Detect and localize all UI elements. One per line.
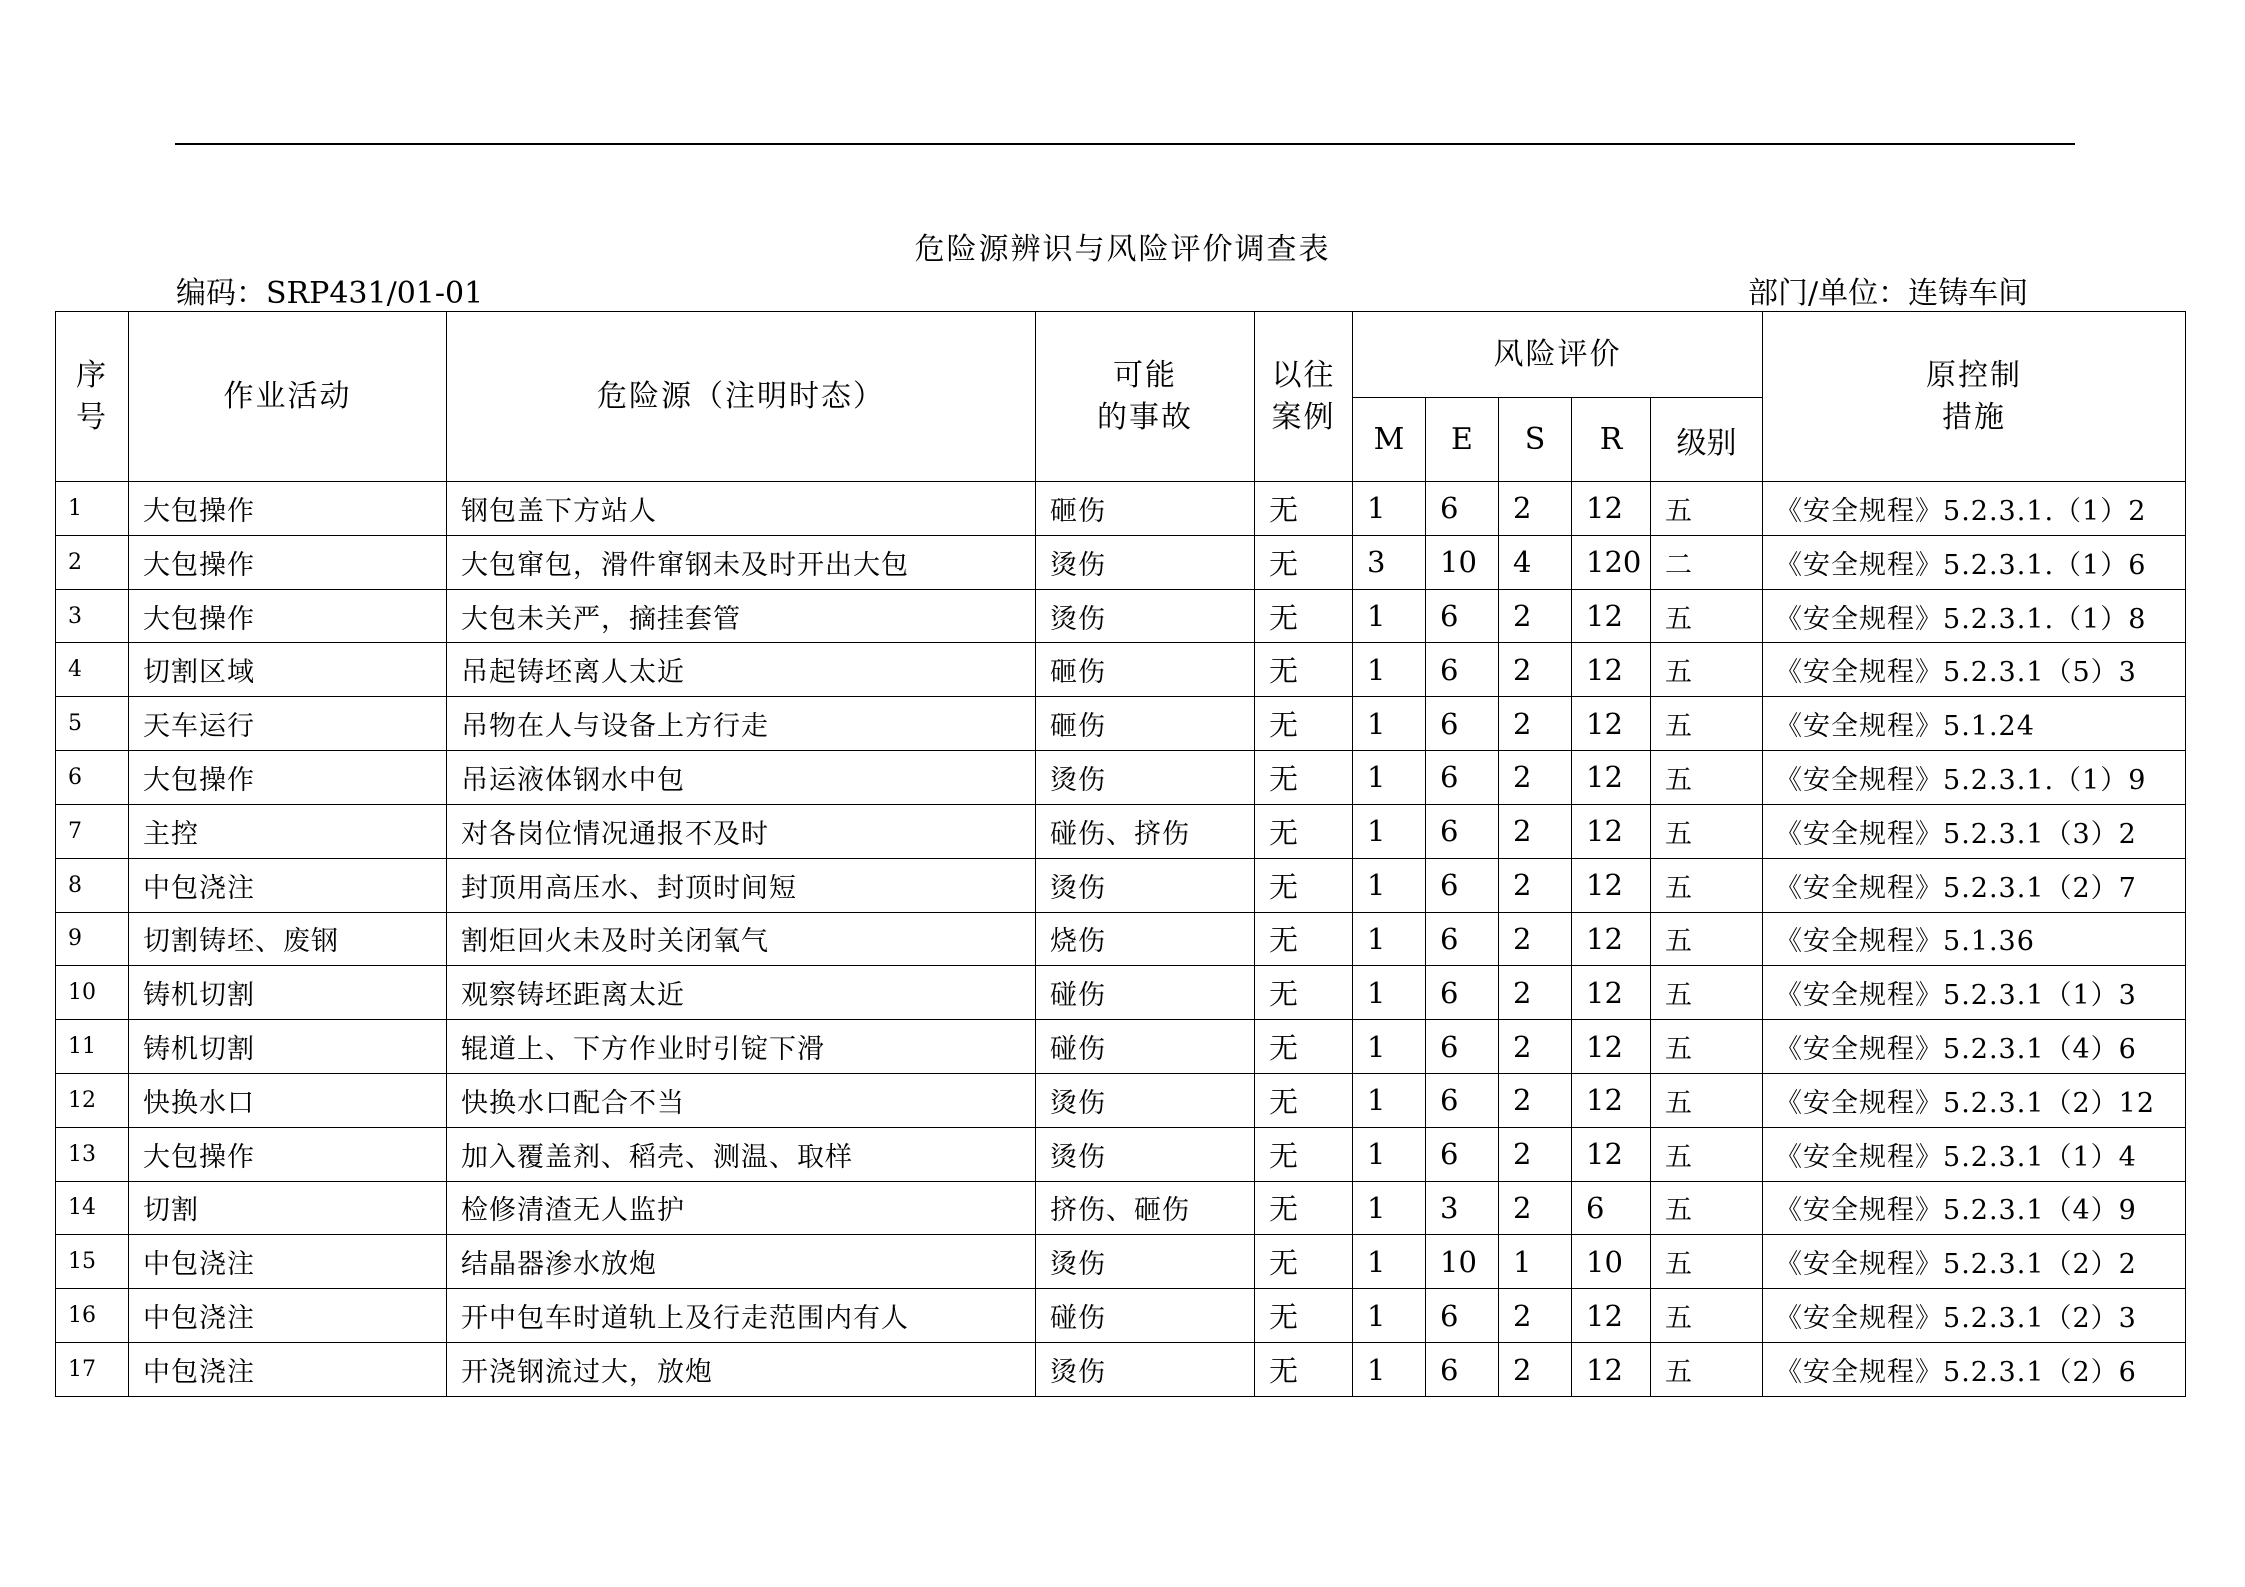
cell-accident: 挤伤、砸伤 bbox=[1036, 1181, 1255, 1235]
table-row bbox=[56, 697, 2186, 751]
cell-s: 2 bbox=[1499, 1073, 1572, 1127]
cell-e: 6 bbox=[1426, 697, 1499, 751]
cell-e: 6 bbox=[1426, 912, 1499, 966]
cell-r: 12 bbox=[1572, 589, 1651, 643]
cell-e: 6 bbox=[1426, 966, 1499, 1020]
cell-r: 120 bbox=[1572, 535, 1651, 589]
document-department: 部门/单位：连铸车间 bbox=[1748, 276, 2029, 311]
cell-activity: 中包浇注 bbox=[129, 1235, 447, 1289]
cell-past-case: 无 bbox=[1255, 589, 1353, 643]
cell-level: 五 bbox=[1651, 1235, 1763, 1289]
cell-r: 12 bbox=[1572, 858, 1651, 912]
header-risk-evaluation: 风险评价 bbox=[1353, 312, 1763, 398]
cell-e: 6 bbox=[1426, 589, 1499, 643]
cell-control: 《安全规程》5.2.3.1（1）4 bbox=[1763, 1127, 2186, 1181]
cell-control: 《安全规程》5.2.3.1（2）3 bbox=[1763, 1289, 2186, 1343]
cell-seq: 10 bbox=[56, 966, 129, 1020]
cell-past-case: 无 bbox=[1255, 912, 1353, 966]
cell-m: 1 bbox=[1353, 1235, 1426, 1289]
cell-m: 1 bbox=[1353, 1343, 1426, 1397]
cell-control: 《安全规程》5.2.3.1.（1）9 bbox=[1763, 751, 2186, 805]
cell-activity: 切割铸坯、废钢 bbox=[129, 912, 447, 966]
cell-accident: 砸伤 bbox=[1036, 643, 1255, 697]
cell-past-case: 无 bbox=[1255, 482, 1353, 536]
cell-m: 1 bbox=[1353, 751, 1426, 805]
table-row bbox=[56, 966, 2186, 1020]
cell-level: 五 bbox=[1651, 966, 1763, 1020]
header-activity: 作业活动 bbox=[129, 312, 447, 482]
table-row bbox=[56, 1073, 2186, 1127]
cell-m: 1 bbox=[1353, 1073, 1426, 1127]
cell-r: 12 bbox=[1572, 804, 1651, 858]
cell-level: 五 bbox=[1651, 751, 1763, 805]
cell-accident: 碰伤 bbox=[1036, 1289, 1255, 1343]
header-past-cases: 以往 案例 bbox=[1255, 312, 1353, 482]
cell-m: 1 bbox=[1353, 804, 1426, 858]
cell-e: 10 bbox=[1426, 1235, 1499, 1289]
cell-e: 3 bbox=[1426, 1181, 1499, 1235]
header-hazard: 危险源（注明时态） bbox=[447, 312, 1036, 482]
cell-r: 12 bbox=[1572, 1343, 1651, 1397]
cell-e: 6 bbox=[1426, 1289, 1499, 1343]
cell-accident: 砸伤 bbox=[1036, 697, 1255, 751]
cell-r: 6 bbox=[1572, 1181, 1651, 1235]
cell-hazard: 钢包盖下方站人 bbox=[447, 482, 1036, 536]
cell-seq: 17 bbox=[56, 1343, 129, 1397]
cell-e: 6 bbox=[1426, 1127, 1499, 1181]
cell-s: 2 bbox=[1499, 858, 1572, 912]
cell-level: 五 bbox=[1651, 1289, 1763, 1343]
cell-control: 《安全规程》5.2.3.1（4）6 bbox=[1763, 1020, 2186, 1074]
cell-r: 12 bbox=[1572, 966, 1651, 1020]
cell-m: 1 bbox=[1353, 589, 1426, 643]
cell-seq: 15 bbox=[56, 1235, 129, 1289]
cell-seq: 13 bbox=[56, 1127, 129, 1181]
cell-hazard: 对各岗位情况通报不及时 bbox=[447, 804, 1036, 858]
cell-m: 1 bbox=[1353, 912, 1426, 966]
table-row bbox=[56, 912, 2186, 966]
cell-past-case: 无 bbox=[1255, 643, 1353, 697]
table-row bbox=[56, 1343, 2186, 1397]
cell-activity: 切割区域 bbox=[129, 643, 447, 697]
cell-activity: 大包操作 bbox=[129, 482, 447, 536]
cell-level: 五 bbox=[1651, 697, 1763, 751]
cell-level: 五 bbox=[1651, 1127, 1763, 1181]
cell-past-case: 无 bbox=[1255, 1073, 1353, 1127]
cell-level: 五 bbox=[1651, 643, 1763, 697]
cell-m: 1 bbox=[1353, 1289, 1426, 1343]
cell-past-case: 无 bbox=[1255, 1127, 1353, 1181]
cell-r: 12 bbox=[1572, 697, 1651, 751]
cell-level: 二 bbox=[1651, 535, 1763, 589]
cell-m: 1 bbox=[1353, 1181, 1426, 1235]
table-header bbox=[56, 312, 2186, 482]
cell-control: 《安全规程》5.2.3.1（2）12 bbox=[1763, 1073, 2186, 1127]
hazard-table bbox=[55, 311, 2186, 1397]
cell-control: 《安全规程》5.2.3.1.（1）2 bbox=[1763, 482, 2186, 536]
cell-m: 1 bbox=[1353, 643, 1426, 697]
cell-hazard: 辊道上、下方作业时引锭下滑 bbox=[447, 1020, 1036, 1074]
cell-m: 1 bbox=[1353, 1020, 1426, 1074]
cell-level: 五 bbox=[1651, 1020, 1763, 1074]
cell-activity: 快换水口 bbox=[129, 1073, 447, 1127]
cell-hazard: 加入覆盖剂、稻壳、测温、取样 bbox=[447, 1127, 1036, 1181]
cell-m: 1 bbox=[1353, 858, 1426, 912]
cell-r: 12 bbox=[1572, 751, 1651, 805]
cell-activity: 天车运行 bbox=[129, 697, 447, 751]
header-accident: 可能 的事故 bbox=[1036, 312, 1255, 482]
cell-seq: 6 bbox=[56, 751, 129, 805]
cell-hazard: 开中包车时道轨上及行走范围内有人 bbox=[447, 1289, 1036, 1343]
cell-activity: 中包浇注 bbox=[129, 1343, 447, 1397]
cell-activity: 中包浇注 bbox=[129, 1289, 447, 1343]
cell-e: 6 bbox=[1426, 804, 1499, 858]
cell-e: 6 bbox=[1426, 751, 1499, 805]
cell-r: 12 bbox=[1572, 1073, 1651, 1127]
table-body bbox=[56, 482, 2186, 1397]
table-row bbox=[56, 751, 2186, 805]
cell-past-case: 无 bbox=[1255, 966, 1353, 1020]
cell-hazard: 快换水口配合不当 bbox=[447, 1073, 1036, 1127]
header-e: E bbox=[1426, 398, 1499, 482]
cell-activity: 主控 bbox=[129, 804, 447, 858]
cell-accident: 碰伤 bbox=[1036, 1020, 1255, 1074]
cell-level: 五 bbox=[1651, 1343, 1763, 1397]
cell-m: 1 bbox=[1353, 1127, 1426, 1181]
cell-seq: 2 bbox=[56, 535, 129, 589]
cell-hazard: 吊物在人与设备上方行走 bbox=[447, 697, 1036, 751]
cell-r: 12 bbox=[1572, 912, 1651, 966]
cell-hazard: 大包窜包，滑件窜钢未及时开出大包 bbox=[447, 535, 1036, 589]
cell-accident: 烧伤 bbox=[1036, 912, 1255, 966]
document-title: 危险源辨识与风险评价调查表 bbox=[914, 232, 1331, 267]
table-row bbox=[56, 1127, 2186, 1181]
cell-r: 12 bbox=[1572, 1127, 1651, 1181]
cell-seq: 1 bbox=[56, 482, 129, 536]
cell-control: 《安全规程》5.2.3.1（4）9 bbox=[1763, 1181, 2186, 1235]
cell-past-case: 无 bbox=[1255, 697, 1353, 751]
cell-level: 五 bbox=[1651, 804, 1763, 858]
cell-seq: 7 bbox=[56, 804, 129, 858]
cell-s: 4 bbox=[1499, 535, 1572, 589]
document-code: 编码：SRP431/01-01 bbox=[176, 276, 484, 311]
header-s: S bbox=[1499, 398, 1572, 482]
cell-seq: 8 bbox=[56, 858, 129, 912]
cell-hazard: 封顶用高压水、封顶时间短 bbox=[447, 858, 1036, 912]
cell-accident: 烫伤 bbox=[1036, 751, 1255, 805]
cell-level: 五 bbox=[1651, 1073, 1763, 1127]
cell-s: 2 bbox=[1499, 697, 1572, 751]
cell-seq: 11 bbox=[56, 1020, 129, 1074]
cell-activity: 大包操作 bbox=[129, 589, 447, 643]
cell-s: 2 bbox=[1499, 966, 1572, 1020]
cell-activity: 切割 bbox=[129, 1181, 447, 1235]
table-row bbox=[56, 1235, 2186, 1289]
cell-activity: 铸机切割 bbox=[129, 1020, 447, 1074]
cell-activity: 中包浇注 bbox=[129, 858, 447, 912]
table-row bbox=[56, 535, 2186, 589]
cell-past-case: 无 bbox=[1255, 858, 1353, 912]
cell-e: 6 bbox=[1426, 1020, 1499, 1074]
cell-r: 12 bbox=[1572, 1289, 1651, 1343]
cell-s: 2 bbox=[1499, 1181, 1572, 1235]
cell-past-case: 无 bbox=[1255, 804, 1353, 858]
table-row bbox=[56, 482, 2186, 536]
cell-r: 12 bbox=[1572, 1020, 1651, 1074]
cell-control: 《安全规程》5.2.3.1（5）3 bbox=[1763, 643, 2186, 697]
cell-seq: 9 bbox=[56, 912, 129, 966]
cell-hazard: 割炬回火未及时关闭氧气 bbox=[447, 912, 1036, 966]
cell-s: 2 bbox=[1499, 1289, 1572, 1343]
cell-seq: 14 bbox=[56, 1181, 129, 1235]
cell-hazard: 吊起铸坯离人太近 bbox=[447, 643, 1036, 697]
table-row bbox=[56, 858, 2186, 912]
cell-accident: 烫伤 bbox=[1036, 535, 1255, 589]
cell-accident: 烫伤 bbox=[1036, 1127, 1255, 1181]
cell-accident: 烫伤 bbox=[1036, 1343, 1255, 1397]
table-row bbox=[56, 1020, 2186, 1074]
cell-accident: 烫伤 bbox=[1036, 589, 1255, 643]
table-row bbox=[56, 1289, 2186, 1343]
cell-past-case: 无 bbox=[1255, 535, 1353, 589]
cell-s: 1 bbox=[1499, 1235, 1572, 1289]
cell-s: 2 bbox=[1499, 589, 1572, 643]
cell-r: 12 bbox=[1572, 482, 1651, 536]
cell-control: 《安全规程》5.1.24 bbox=[1763, 697, 2186, 751]
cell-e: 10 bbox=[1426, 535, 1499, 589]
header-seq: 序 号 bbox=[56, 312, 129, 482]
cell-control: 《安全规程》5.2.3.1.（1）6 bbox=[1763, 535, 2186, 589]
cell-m: 1 bbox=[1353, 482, 1426, 536]
cell-hazard: 检修清渣无人监护 bbox=[447, 1181, 1036, 1235]
cell-activity: 大包操作 bbox=[129, 751, 447, 805]
cell-past-case: 无 bbox=[1255, 1235, 1353, 1289]
cell-s: 2 bbox=[1499, 1343, 1572, 1397]
cell-accident: 烫伤 bbox=[1036, 1073, 1255, 1127]
cell-r: 12 bbox=[1572, 643, 1651, 697]
cell-e: 6 bbox=[1426, 1343, 1499, 1397]
header-control: 原控制 措施 bbox=[1763, 312, 2186, 482]
cell-s: 2 bbox=[1499, 912, 1572, 966]
cell-level: 五 bbox=[1651, 482, 1763, 536]
header-m: M bbox=[1353, 398, 1426, 482]
cell-control: 《安全规程》5.2.3.1.（1）8 bbox=[1763, 589, 2186, 643]
cell-accident: 碰伤、挤伤 bbox=[1036, 804, 1255, 858]
cell-level: 五 bbox=[1651, 912, 1763, 966]
cell-s: 2 bbox=[1499, 1020, 1572, 1074]
cell-control: 《安全规程》5.2.3.1（1）3 bbox=[1763, 966, 2186, 1020]
cell-level: 五 bbox=[1651, 589, 1763, 643]
cell-seq: 3 bbox=[56, 589, 129, 643]
cell-past-case: 无 bbox=[1255, 1020, 1353, 1074]
cell-past-case: 无 bbox=[1255, 751, 1353, 805]
cell-accident: 砸伤 bbox=[1036, 482, 1255, 536]
cell-past-case: 无 bbox=[1255, 1181, 1353, 1235]
cell-hazard: 开浇钢流过大，放炮 bbox=[447, 1343, 1036, 1397]
cell-level: 五 bbox=[1651, 858, 1763, 912]
cell-accident: 碰伤 bbox=[1036, 966, 1255, 1020]
table-row bbox=[56, 589, 2186, 643]
cell-seq: 16 bbox=[56, 1289, 129, 1343]
cell-control: 《安全规程》5.2.3.1（2）7 bbox=[1763, 858, 2186, 912]
cell-e: 6 bbox=[1426, 643, 1499, 697]
cell-seq: 4 bbox=[56, 643, 129, 697]
cell-m: 1 bbox=[1353, 697, 1426, 751]
cell-control: 《安全规程》5.2.3.1（2）2 bbox=[1763, 1235, 2186, 1289]
cell-hazard: 结晶器渗水放炮 bbox=[447, 1235, 1036, 1289]
cell-activity: 大包操作 bbox=[129, 1127, 447, 1181]
cell-s: 2 bbox=[1499, 751, 1572, 805]
cell-e: 6 bbox=[1426, 482, 1499, 536]
cell-hazard: 大包未关严，摘挂套管 bbox=[447, 589, 1036, 643]
cell-control: 《安全规程》5.2.3.1（3）2 bbox=[1763, 804, 2186, 858]
cell-seq: 5 bbox=[56, 697, 129, 751]
cell-s: 2 bbox=[1499, 643, 1572, 697]
cell-s: 2 bbox=[1499, 1127, 1572, 1181]
header-level: 级别 bbox=[1651, 398, 1763, 482]
cell-e: 6 bbox=[1426, 1073, 1499, 1127]
table-row bbox=[56, 643, 2186, 697]
cell-activity: 大包操作 bbox=[129, 535, 447, 589]
cell-past-case: 无 bbox=[1255, 1343, 1353, 1397]
cell-hazard: 吊运液体钢水中包 bbox=[447, 751, 1036, 805]
cell-s: 2 bbox=[1499, 804, 1572, 858]
cell-level: 五 bbox=[1651, 1181, 1763, 1235]
cell-control: 《安全规程》5.2.3.1（2）6 bbox=[1763, 1343, 2186, 1397]
cell-seq: 12 bbox=[56, 1073, 129, 1127]
cell-hazard: 观察铸坯距离太近 bbox=[447, 966, 1036, 1020]
header-rule bbox=[175, 143, 2075, 145]
cell-s: 2 bbox=[1499, 482, 1572, 536]
cell-e: 6 bbox=[1426, 858, 1499, 912]
cell-accident: 烫伤 bbox=[1036, 858, 1255, 912]
cell-r: 10 bbox=[1572, 1235, 1651, 1289]
cell-m: 3 bbox=[1353, 535, 1426, 589]
cell-m: 1 bbox=[1353, 966, 1426, 1020]
table-row bbox=[56, 1181, 2186, 1235]
cell-activity: 铸机切割 bbox=[129, 966, 447, 1020]
cell-control: 《安全规程》5.1.36 bbox=[1763, 912, 2186, 966]
cell-past-case: 无 bbox=[1255, 1289, 1353, 1343]
table-row bbox=[56, 804, 2186, 858]
cell-accident: 烫伤 bbox=[1036, 1235, 1255, 1289]
header-r: R bbox=[1572, 398, 1651, 482]
